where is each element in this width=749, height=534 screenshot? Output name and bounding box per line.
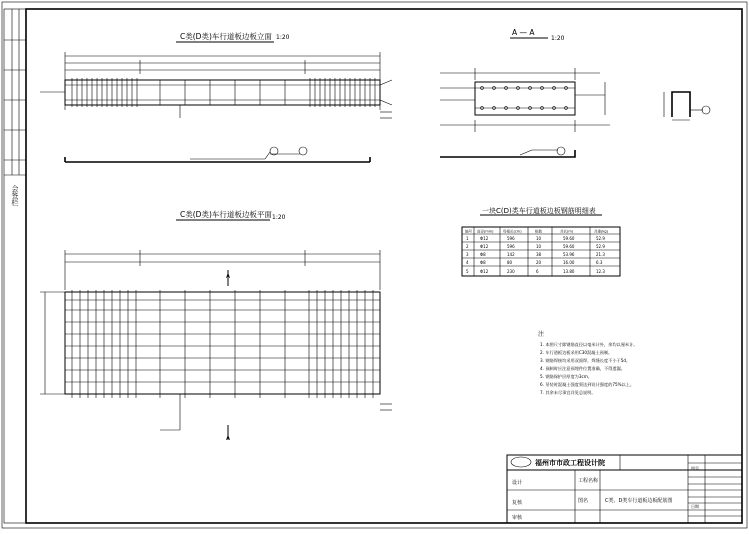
table-cell: 230 xyxy=(507,269,515,274)
table-title: 一块C(D)类车行道板边板钢筋明细表 xyxy=(482,207,596,215)
table-cell: 80 xyxy=(507,260,513,265)
table-cell: 12.3 xyxy=(596,269,605,274)
note-item: 4. 预制时应注意预埋件位置准确，不得遗漏。 xyxy=(540,366,625,371)
section-view xyxy=(440,28,610,157)
project-label: 工程名称 xyxy=(578,478,599,484)
plan-view xyxy=(40,209,392,442)
table-cell: 5 xyxy=(466,269,469,274)
table-cell: Φ12 xyxy=(480,244,489,249)
rebar-table xyxy=(462,206,620,276)
note-item: 1. 本图尺寸除钢筋直径以毫米计外，余均以厘米计。 xyxy=(540,342,638,347)
table-cell: 13.80 xyxy=(563,269,575,274)
table-cell: 59.60 xyxy=(563,244,575,249)
elevation-scale: 1:20 xyxy=(276,34,290,41)
signoff-label: 设计 xyxy=(512,480,523,486)
table-cell: 4 xyxy=(466,260,469,265)
note-item: 6. 吊装时混凝土强度须达到设计强度的75%以上。 xyxy=(540,382,635,387)
notes-heading: 注 xyxy=(538,331,545,338)
table-cell: 1 xyxy=(466,236,469,241)
margin-label: 会签栏 xyxy=(11,185,19,206)
table-cell: 6.3 xyxy=(596,260,603,265)
institute-logo xyxy=(511,457,531,467)
stirrup-detail xyxy=(664,92,710,120)
section-title: A — A xyxy=(512,28,535,37)
field-label: 日期 xyxy=(691,504,699,509)
plan-scale: 1:20 xyxy=(272,214,286,221)
table-cell: 3 xyxy=(466,252,469,257)
table-cell: 20 xyxy=(536,260,542,265)
table-cell: Φ12 xyxy=(480,269,489,274)
elevation-view xyxy=(40,31,392,162)
note-item: 7. 其余未尽事宜详见总说明。 xyxy=(540,390,596,395)
table-cell: 10 xyxy=(536,236,542,241)
institute-name: 福州市市政工程设计院 xyxy=(535,459,605,467)
table-cell: 142 xyxy=(507,252,515,257)
table-header-cell: 每根长(cm) xyxy=(503,229,522,234)
table-cell: 53.96 xyxy=(563,252,575,257)
title-block xyxy=(507,455,742,523)
table-cell: 16.00 xyxy=(563,260,575,265)
drawing-value: C类、D类车行道板边板配筋图 xyxy=(605,498,673,504)
inner-frame xyxy=(26,9,742,523)
table-cell: 2 xyxy=(466,244,469,249)
signoff-label: 审核 xyxy=(512,515,523,521)
table-cell: Φ8 xyxy=(480,260,486,265)
field-label: 图号 xyxy=(691,466,699,471)
note-item: 2. 车行道板边板采用C30混凝土预制。 xyxy=(540,350,613,355)
table-cell: 6 xyxy=(536,269,539,274)
note-item: 5. 钢筋保护层厚度为3cm。 xyxy=(540,374,593,379)
signoff-label: 复核 xyxy=(512,500,523,506)
elevation-title: C类(D类)车行道板边板立面 xyxy=(180,32,272,41)
table-header-cell: 共重(kg) xyxy=(594,229,608,234)
table-cell: 52.9 xyxy=(596,236,605,241)
table-cell: Φ8 xyxy=(480,252,486,257)
notes xyxy=(538,330,637,396)
table-cell: 10 xyxy=(536,244,542,249)
section-mark-a-top: A xyxy=(226,273,231,280)
table-cell: 38 xyxy=(536,252,542,257)
table-cell: 52.9 xyxy=(596,244,605,249)
table-header-cell: 共长(m) xyxy=(560,229,574,234)
table-cell: Φ12 xyxy=(480,236,489,241)
left-margin-strip xyxy=(4,9,26,523)
table-header-cell: 直径(mm) xyxy=(477,229,494,234)
table-header-cell: 根数 xyxy=(535,229,542,234)
table-cell: 59.60 xyxy=(563,236,575,241)
drawing-label: 图名 xyxy=(578,498,589,504)
note-item: 3. 钢筋焊接均采用双面焊，焊缝长度不小于5d。 xyxy=(540,358,631,363)
plan-title: C类(D类)车行道板边板平面 xyxy=(180,210,272,219)
section-mark-a-bottom: A xyxy=(226,435,231,442)
outer-frame xyxy=(2,2,747,528)
table-cell: 596 xyxy=(507,244,515,249)
table-cell: 21.3 xyxy=(596,252,605,257)
table-cell: 596 xyxy=(507,236,515,241)
section-scale: 1:20 xyxy=(551,35,565,42)
table-header-cell: 编号 xyxy=(465,229,472,234)
